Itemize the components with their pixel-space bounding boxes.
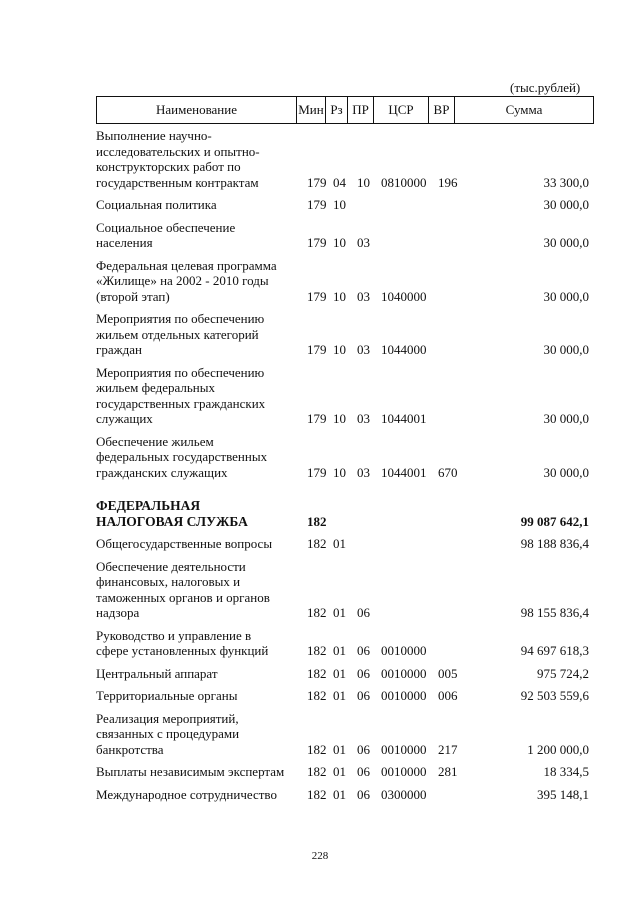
row-name: Федеральная целевая программа «Жилище» на 2002 - 2010 годы (второй этап)	[96, 257, 277, 304]
cell-pr: 06	[357, 741, 370, 757]
cell-sum: 1 200 000,0	[527, 741, 589, 757]
cell-csr: 0010000	[381, 643, 427, 658]
cell-pr: 06	[357, 605, 370, 620]
row-codes	[0, 174, 640, 190]
cell-sum: 30 000,0	[543, 288, 589, 304]
cell-min: 182	[307, 741, 327, 757]
row-name: Мероприятия по обеспечению жильем отдельных категорий граждан	[96, 311, 265, 357]
row-name: Руководство и управление в сфере установленных функций	[96, 627, 269, 658]
table-row	[0, 666, 640, 682]
row-name: Центральный аппарат	[96, 665, 218, 681]
cell-csr: 0810000	[381, 174, 427, 190]
cell-csr: 0010000	[381, 764, 427, 779]
page-number: 228	[311, 850, 329, 862]
cell-csr: 0010000	[381, 688, 427, 703]
cell-csr: 1044001	[381, 411, 427, 426]
cell-pr: 06	[357, 688, 370, 703]
cell-rz: 01	[333, 764, 346, 779]
units-label: (тыс.рублей)	[510, 80, 581, 95]
row-name: Международное сотрудничество	[96, 786, 277, 802]
table-row	[0, 559, 640, 621]
cell-vr: 281	[438, 764, 458, 779]
row-name: Социальное обеспечение населения	[96, 219, 236, 250]
row-codes	[0, 741, 640, 757]
header-sum: Сумма	[505, 102, 543, 117]
row-codes	[0, 688, 640, 704]
cell-pr: 06	[357, 643, 370, 658]
cell-min: 179	[307, 197, 327, 212]
table-body	[0, 128, 640, 809]
cell-csr: 0010000	[381, 741, 427, 757]
table-row	[0, 764, 640, 780]
table-row	[0, 688, 640, 704]
cell-sum: 30 000,0	[543, 235, 589, 250]
cell-rz: 10	[333, 288, 346, 304]
cell-rz: 10	[333, 235, 346, 250]
cell-rz: 01	[333, 643, 346, 658]
cell-min: 179	[307, 342, 327, 357]
cell-sum: 94 697 618,3	[520, 643, 589, 658]
cell-rz: 01	[333, 605, 346, 620]
table-row	[0, 311, 640, 358]
cell-sum: 33 300,0	[543, 174, 589, 190]
row-codes	[0, 513, 640, 529]
cell-rz: 01	[333, 786, 346, 802]
cell-csr: 1044001	[381, 464, 427, 480]
row-codes	[0, 605, 640, 621]
cell-pr: 03	[357, 411, 370, 426]
row-codes	[0, 464, 640, 480]
header-vr: ВР	[429, 97, 455, 123]
table-row	[0, 197, 640, 213]
row-name: Общегосударственные вопросы	[96, 536, 273, 551]
cell-csr: 0300000	[381, 786, 427, 802]
cell-sum: 30 000,0	[543, 342, 589, 357]
header-min: Мин	[297, 97, 326, 123]
table-header	[96, 96, 594, 124]
cell-pr: 10	[357, 174, 370, 190]
cell-pr: 06	[357, 665, 370, 681]
row-name: Реализация мероприятий, связанных с процедурами банкротства	[96, 710, 240, 757]
cell-min: 179	[307, 235, 327, 250]
cell-rz: 04	[333, 174, 346, 190]
cell-min: 182	[307, 665, 327, 681]
cell-min: 182	[307, 764, 327, 779]
row-codes	[0, 288, 640, 304]
cell-rz: 10	[333, 411, 346, 426]
cell-min: 179	[307, 464, 327, 480]
cell-sum: 98 188 836,4	[520, 536, 589, 551]
table-row	[0, 711, 640, 758]
cell-pr: 03	[357, 288, 370, 304]
cell-csr: 1040000	[381, 288, 427, 304]
table-row	[0, 258, 640, 305]
header-name: Наименование	[97, 97, 297, 123]
cell-vr: 670	[438, 464, 458, 480]
cell-rz: 01	[333, 665, 346, 681]
cell-sum: 18 334,5	[543, 764, 589, 779]
cell-rz: 10	[333, 197, 346, 212]
row-name: Мероприятия по обеспечению жильем федеральных государственных гражданских служащих	[96, 364, 266, 426]
row-codes	[0, 536, 640, 552]
table-row	[0, 365, 640, 427]
table-row	[0, 787, 640, 803]
cell-sum: 30 000,0	[543, 411, 589, 426]
cell-min: 182	[307, 786, 327, 802]
row-name: Обеспечение деятельности финансовых, налоговых и таможенных органов и органов надзора	[96, 558, 270, 620]
cell-min: 179	[307, 411, 327, 426]
row-codes	[0, 665, 640, 681]
cell-sum: 99 087 642,1	[520, 513, 589, 529]
cell-min: 182	[307, 688, 327, 703]
cell-min: 179	[307, 288, 327, 304]
cell-rz: 01	[333, 688, 346, 703]
cell-sum: 395 148,1	[537, 786, 589, 802]
cell-vr: 217	[438, 741, 458, 757]
header-pr: ПР	[348, 97, 374, 123]
cell-csr: 0010000	[381, 665, 427, 681]
cell-vr: 006	[438, 688, 458, 703]
cell-sum: 92 503 559,6	[520, 688, 589, 703]
cell-pr: 03	[357, 464, 370, 480]
cell-pr: 06	[357, 764, 370, 779]
cell-min: 182	[307, 513, 327, 529]
cell-min: 182	[307, 643, 327, 658]
row-name: Территориальные органы	[96, 688, 238, 703]
row-codes	[0, 197, 640, 213]
table-row	[0, 498, 640, 529]
cell-rz: 01	[333, 741, 346, 757]
row-codes	[0, 643, 640, 659]
cell-pr: 06	[357, 786, 370, 802]
cell-csr: 1044000	[381, 342, 427, 357]
cell-sum: 975 724,2	[537, 665, 589, 681]
row-codes	[0, 235, 640, 251]
row-codes	[0, 786, 640, 802]
cell-rz: 01	[333, 536, 346, 551]
header-rz: Рз	[326, 97, 348, 123]
row-name: ФЕДЕРАЛЬНАЯ НАЛОГОВАЯ СЛУЖБА	[96, 498, 248, 529]
cell-sum: 30 000,0	[543, 464, 589, 480]
cell-vr: 005	[438, 665, 458, 681]
row-codes	[0, 764, 640, 780]
cell-sum: 30 000,0	[543, 197, 589, 212]
cell-rz: 10	[333, 464, 346, 480]
row-name: Выполнение научно- исследовательских и опытно- конструкторских работ по государственным контрактам	[96, 128, 260, 190]
cell-min: 182	[307, 605, 327, 620]
header-csr: ЦСР	[374, 97, 429, 123]
cell-rz: 10	[333, 342, 346, 357]
table-row	[0, 128, 640, 190]
row-codes	[0, 342, 640, 358]
cell-pr: 03	[357, 235, 370, 250]
cell-vr: 196	[438, 174, 458, 190]
row-codes	[0, 411, 640, 427]
table-row	[0, 434, 640, 481]
table-row	[0, 628, 640, 659]
table-row	[0, 220, 640, 251]
table-row	[0, 536, 640, 552]
cell-sum: 98 155 836,4	[520, 605, 589, 620]
cell-min: 179	[307, 174, 327, 190]
row-name: Социальная политика	[96, 197, 217, 212]
cell-min: 182	[307, 536, 327, 551]
row-name: Выплаты независимым экспертам	[96, 764, 285, 779]
row-name: Обеспечение жильем федеральных государственных гражданских служащих	[96, 433, 268, 480]
cell-pr: 03	[357, 342, 370, 357]
